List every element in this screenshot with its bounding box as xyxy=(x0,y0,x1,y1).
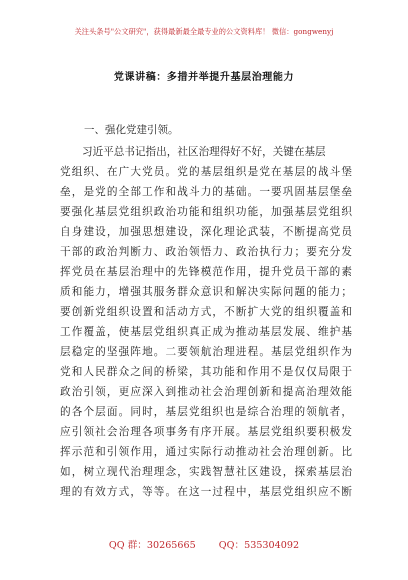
footer-contact xyxy=(0,537,408,551)
footer-qq: QQ：535304092 xyxy=(218,540,300,551)
header-note: 关注头条号"公文研究"，获得最新最全最专业的公文资料库！ 微信：gongwenyj xyxy=(74,27,334,36)
body-line: 工作覆盖，使基层党组织真正成为推动基层发展、维护基 xyxy=(60,326,352,338)
document-title: 党课讲稿：多措并举提升基层治理能力 xyxy=(113,72,295,83)
footer-qq-group: QQ 群：30265665 xyxy=(108,540,196,551)
body-line: 挥党员在基层治理中的先锋模范作用，提升党员干部的素 xyxy=(60,266,352,278)
body-line: 应引领社会治理各项事务有序开展。基层党组织要积极发 xyxy=(60,426,352,438)
body-line: 垒，是党的全部工作和战斗力的基础。一要巩固基层堡垒 xyxy=(60,186,352,198)
body-line: 党和人民群众之间的桥梁，其功能和作用不是仅仅局限于 xyxy=(60,366,352,378)
body-line: 习近平总书记指出，社区治理得好不好，关键在基层 xyxy=(82,146,326,158)
body-line: 理的有效方式，等等。在这一过程中，基层党组织应不断 xyxy=(60,486,352,498)
section-heading: 一、强化党建引领。 xyxy=(84,124,179,136)
body-line: 的各个层面。同时，基层党组织也是综合治理的领航者， xyxy=(60,406,352,418)
body-line: 要创新党组织设置和活动方式，不断扩大党的组织覆盖和 xyxy=(60,306,352,318)
body-line: 层稳定的坚强阵地。二要领航治理进程。基层党组织作为 xyxy=(60,346,352,358)
body-line: 党组织、在广大党员。党的基层组织是党在基层的战斗堡 xyxy=(60,166,352,178)
body-line: 如，树立现代治理理念，实践智慧社区建设，探索基层治 xyxy=(60,466,352,478)
body-line: 自身建设，加强思想建设，深化理论武装，不断提高党员 xyxy=(60,226,352,238)
body-text xyxy=(60,142,352,502)
body-line: 质和能力，增强其服务群众意识和解决实际问题的能力； xyxy=(60,286,352,298)
body-line: 挥示范和引领作用，通过实际行动推动社会治理创新。比 xyxy=(60,446,352,458)
body-line: 要强化基层党组织政治功能和组织功能，加强基层党组织 xyxy=(60,206,352,218)
body-line: 干部的政治判断力、政治领悟力、政治执行力；要充分发 xyxy=(60,246,352,258)
body-line: 政治引领，更应深入到推动社会治理创新和提高治理效能 xyxy=(60,386,352,398)
